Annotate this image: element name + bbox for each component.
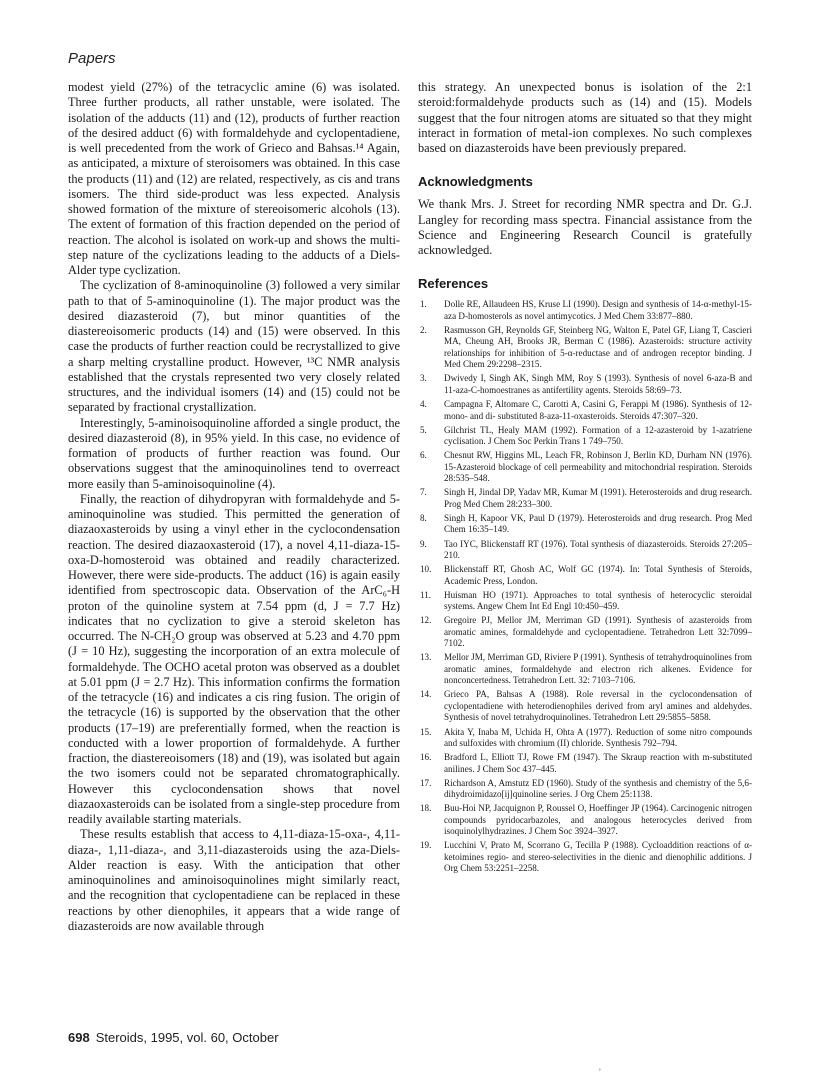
- body-paragraph: modest yield (27%) of the tetracyclic amine (6) was isolated. Three further products, all rather unstable, were isolated. The isolation of the adducts (11) and (12), products of further reaction of the desired adduct (6) with formaldehyde and cyclopentadiene, is well precedented from the work of Grieco and Bahsas.¹⁴ Again, as anticipated, a mixture of steroisomers was obtained. In this case the products (11) and (12) are related, respectively, as cis and trans isomers. The third side-product was less expected. Analysis showed formation of the mixture of stereoisomeric alcohols (13). The extent of formation of this fraction depended on the period of reaction. The alcohol is isolated on work-up and shows the multi-step nature of the cyclizations leading to the adducts of a Diels-Alder type cyclization.: [68, 80, 400, 277]
- reference-text: Bradford L, Elliott TJ, Rowe FM (1947). The Skraup reaction with m-substituted anilines. J Chem Soc 437–445.: [444, 752, 752, 774]
- reference-number: 4.: [420, 399, 427, 410]
- reference-number: 5.: [420, 424, 427, 435]
- acknowledgments-heading: Acknowledgments: [418, 174, 533, 190]
- reference-text: Singh H, Jindal DP, Yadav MR, Kumar M (1991). Heterosteroids and drug research. Prog Med Chem 28:233–300.: [444, 487, 752, 509]
- reference-text: Buu-Hoi NP, Jacquignon P, Roussel O, Hoeffinger JP (1964). Carcinogenic nitrogen compounds pyridocarbazoles, and analogous heterocycles derived from isoquinolylhydrazines. J Chem Soc 3924–3927.: [444, 803, 752, 837]
- reference-item: [418, 425, 752, 448]
- reference-text: Tao IYC, Blickenstaff RT (1976). Total synthesis of diazasteroids. Steroids 27:205–210.: [444, 538, 752, 560]
- reference-number: 18.: [420, 803, 432, 814]
- left-column: [68, 80, 400, 934]
- reference-number: 12.: [420, 615, 432, 626]
- references-heading: References: [418, 276, 489, 292]
- reference-text: Campagna F, Altomare C, Carotti A, Casini G, Ferappi M (1986). Synthesis of 12-mono- and di- substituted 8-aza-11-oxasteroids. Steroids 47:307–320.: [444, 399, 752, 421]
- reference-item: [418, 615, 752, 650]
- print-mark: ¸: [598, 1060, 602, 1071]
- reference-number: 16.: [420, 752, 432, 763]
- reference-text: Chesnut RW, Higgins ML, Leach FR, Robinson J, Berlin KD, Durham NN (1976). 15-Azasteroid blockage of cell permeability and mitochondrial respiration. Steroids 28:535–548.: [444, 450, 752, 484]
- reference-text: Rasmusson GH, Reynolds GF, Steinberg NG, Walton E, Patel GF, Liang T, Cascieri MA, Cheung AH, Brooks JR, Berman C (1986). Azasteroids: structure activity relationships for inhibition of 5-α-reductase and of androgen receptor binding. J Med Chem 29:2298–2315.: [444, 324, 752, 370]
- reference-item: [418, 450, 752, 485]
- journal-citation: Steroids, 1995, vol. 60, October: [95, 1030, 279, 1045]
- reference-number: 1.: [420, 299, 427, 310]
- reference-text: Huisman HO (1971). Approaches to total synthesis of heterocyclic steroidal systems. Angew Chem Int Ed Engl 10:450–459.: [444, 589, 752, 612]
- reference-text: Singh H, Kapoor VK, Paul D (1979). Heterosteroids and drug research. Prog Med Chem 16:35–149.: [444, 512, 752, 535]
- reference-item: [418, 803, 752, 838]
- reference-text: Grieco PA, Bahsas A (1988). Role reversal in the cyclocondensation of cyclopentadiene with heterodienophiles derived from aryl amines and aldehydes. Synthesis of novel tetrahydroquinolines. Tetrahedron Lett 29:5855–5858.: [444, 689, 752, 723]
- reference-item: [418, 539, 752, 562]
- reference-number: 19.: [420, 840, 432, 851]
- reference-text: Dolle RE, Allaudeen HS, Kruse LI (1990). Design and synthesis of 14-α-methyl-15-aza D-homosterols as novel antimycotics. J Med Chem 33:877–880.: [444, 299, 752, 321]
- reference-item: [418, 325, 752, 371]
- reference-number: 8.: [420, 512, 427, 523]
- reference-text: Lucchini V, Prato M, Scorrano G, Tecilla P (1988). Cycloaddition reactions of α-ketoimines regio- and stereo-selectivities in the dienic and dienophilic additions. J Org Chem 53:2251–2258.: [444, 840, 752, 874]
- reference-item: [418, 752, 752, 775]
- reference-item: [418, 652, 752, 687]
- reference-item: [418, 727, 752, 750]
- reference-item: [418, 564, 752, 587]
- reference-item: [418, 299, 752, 322]
- reference-number: 3.: [420, 373, 427, 384]
- reference-item: [418, 513, 752, 536]
- reference-text: Richardson A, Amstutz ED (1960). Study of the synthesis and chemistry of the 5,6-dihydroimidazo[ij]quinoline series. J Org Chem 25:1138.: [444, 777, 752, 800]
- reference-text: Mellor JM, Merriman GD, Riviere P (1991). Synthesis of tetrahydroquinolines from aromatic amines, formaldehyde and electron rich alkenes. Evidence for nonconcertedness. Tetrahedron Lett. 32: 7103–7106.: [444, 652, 752, 686]
- reference-text: Gilchrist TL, Healy MAM (1992). Formation of a 12-azasteroid by 1-azatriene cyclisation. J Chem Soc Perkin Trans 1 749–750.: [444, 424, 752, 447]
- body-paragraph: Finally, the reaction of dihydropyran with formaldehyde and 5-aminoquinoline was studied. This permitted the generation of diazaoxasteroids by using a vinyl ether in the cyclocondensation reaction. The desired diazaoxasteroid (17), a novel 4,11-diaza-15-oxa-D-homosteroid was obtained and readily characterized. However, there were side-products. The adduct (16) is again easily identified from spectroscopic data. Observation of the ArC₆-H proton of the quinoline system at 7.54 ppm (d, J = 7.7 Hz) indicates that no cyclization to give a steroid skeleton has occurred. The N-CH₂O group was observed at 5.23 and 4.70 ppm (J = 10 Hz), suggesting the incorporation of an extra molecule of formaldehyde. The OCHO acetal proton was observed as a doublet at 5.01 ppm (J = 2.7 Hz). This information confirms the formation of the tetracycle (16) and indicates a cis ring fusion. The origin of the tetracycle (16) is supported by the observation that the other products (17–19) are preferentially formed, when the reaction is conducted with a lower proportion of formaldehyde. A further fraction, the diastereoisomers (18) and (19), was isolated but again the two isomers could not be separated chromatographically. However this cyclocondensation shows that novel diazaoxasteroids can be isolated from a single-step procedure from readily available starting materials.: [68, 491, 400, 826]
- reference-text: Akita Y, Inaba M, Uchida H, Ohta A (1977). Reduction of some nitro compounds and sulfoxides with chromium (II) chloride. Synthesis 792–794.: [444, 726, 752, 749]
- body-paragraph: Interestingly, 5-aminoisoquinoline afforded a single product, the desired diazasteroid (8), in 95% yield. In this case, no evidence of formation of products of further reaction was found. Our observations suggest that the aminoquinolines tend to overreact more easily than 5-aminoisoquinoline (4).: [68, 415, 400, 491]
- reference-item: [418, 487, 752, 510]
- reference-number: 7.: [420, 487, 427, 498]
- reference-number: 9.: [420, 538, 427, 549]
- reference-text: Blickenstaff RT, Ghosh AC, Wolf GC (1974). In: Total Synthesis of Steroids, Academic Press, London.: [444, 564, 752, 586]
- reference-number: 11.: [420, 589, 432, 600]
- reference-number: 17.: [420, 777, 432, 788]
- reference-text: Dwivedy I, Singh AK, Singh MM, Roy S (1993). Synthesis of novel 6-aza-B and 11-aza-C-homoestranes as antifertility agents. Steroids 58:69–73.: [444, 373, 752, 395]
- acknowledgments-text: We thank Mrs. J. Street for recording NMR spectra and Dr. G.J. Langley for recording mass spectra. Financial assistance from the Science and Engineering Research Council is gratefully acknowledged.: [418, 197, 752, 257]
- reference-list: [418, 299, 752, 875]
- reference-number: 14.: [420, 689, 432, 700]
- reference-item: [418, 840, 752, 875]
- page-number: 698: [68, 1030, 90, 1045]
- page-footer: [68, 1030, 279, 1045]
- body-paragraph: These results establish that access to 4,11-diaza-15-oxa-, 4,11-diaza-, 1,11-diaza-, and 3,11-diazasteroids using the aza-Diels-Alder reaction is easy. With the anticipation that other aminoquinolines and aminoisoquinolines might similarly react, and the recognition that cyclopentadiene can be replaced in these reactions by other dienophiles, it appears that a wide range of diazasteroids are now available through: [68, 827, 400, 933]
- section-label: Papers: [68, 50, 116, 67]
- reference-number: 13.: [420, 652, 432, 663]
- reference-item: [418, 590, 752, 613]
- reference-number: 15.: [420, 726, 432, 737]
- reference-item: [418, 399, 752, 422]
- reference-text: Gregoire PJ, Mellor JM, Merriman GD (1991). Synthesis of azasteroids from aromatic amines, formaldehyde and cyclopentadiene. Tetrahedron Lett 32:7099–7102.: [444, 615, 752, 649]
- reference-number: 2.: [420, 324, 427, 335]
- reference-number: 10.: [420, 564, 432, 575]
- reference-item: [418, 689, 752, 724]
- right-column: [418, 80, 752, 878]
- body-paragraph: The cyclization of 8-aminoquinoline (3) followed a very similar path to that of 5-aminoquinoline (1). The major product was the desired diazasteroid (7), but minor quantities of the diastereoisomeric products (14) and (15) were observed. In this case the products of further reaction could be recrystallized to give a sharp melting crystalline product. However, ¹³C NMR analysis established that the crystals represented two very closely related structures, and the individual isomers (14) and (15) could not be separated by fractional crystallization.: [68, 278, 400, 415]
- reference-number: 6.: [420, 450, 427, 461]
- body-paragraph: this strategy. An unexpected bonus is isolation of the 2:1 steroid:formaldehyde products such as (14) and (15). Models suggest that the four nitrogen atoms are situated so that they might interact in formation of metal-ion complexes. No such complexes based on diazasteroids have been previously prepared.: [418, 80, 752, 155]
- reference-item: [418, 778, 752, 801]
- reference-item: [418, 373, 752, 396]
